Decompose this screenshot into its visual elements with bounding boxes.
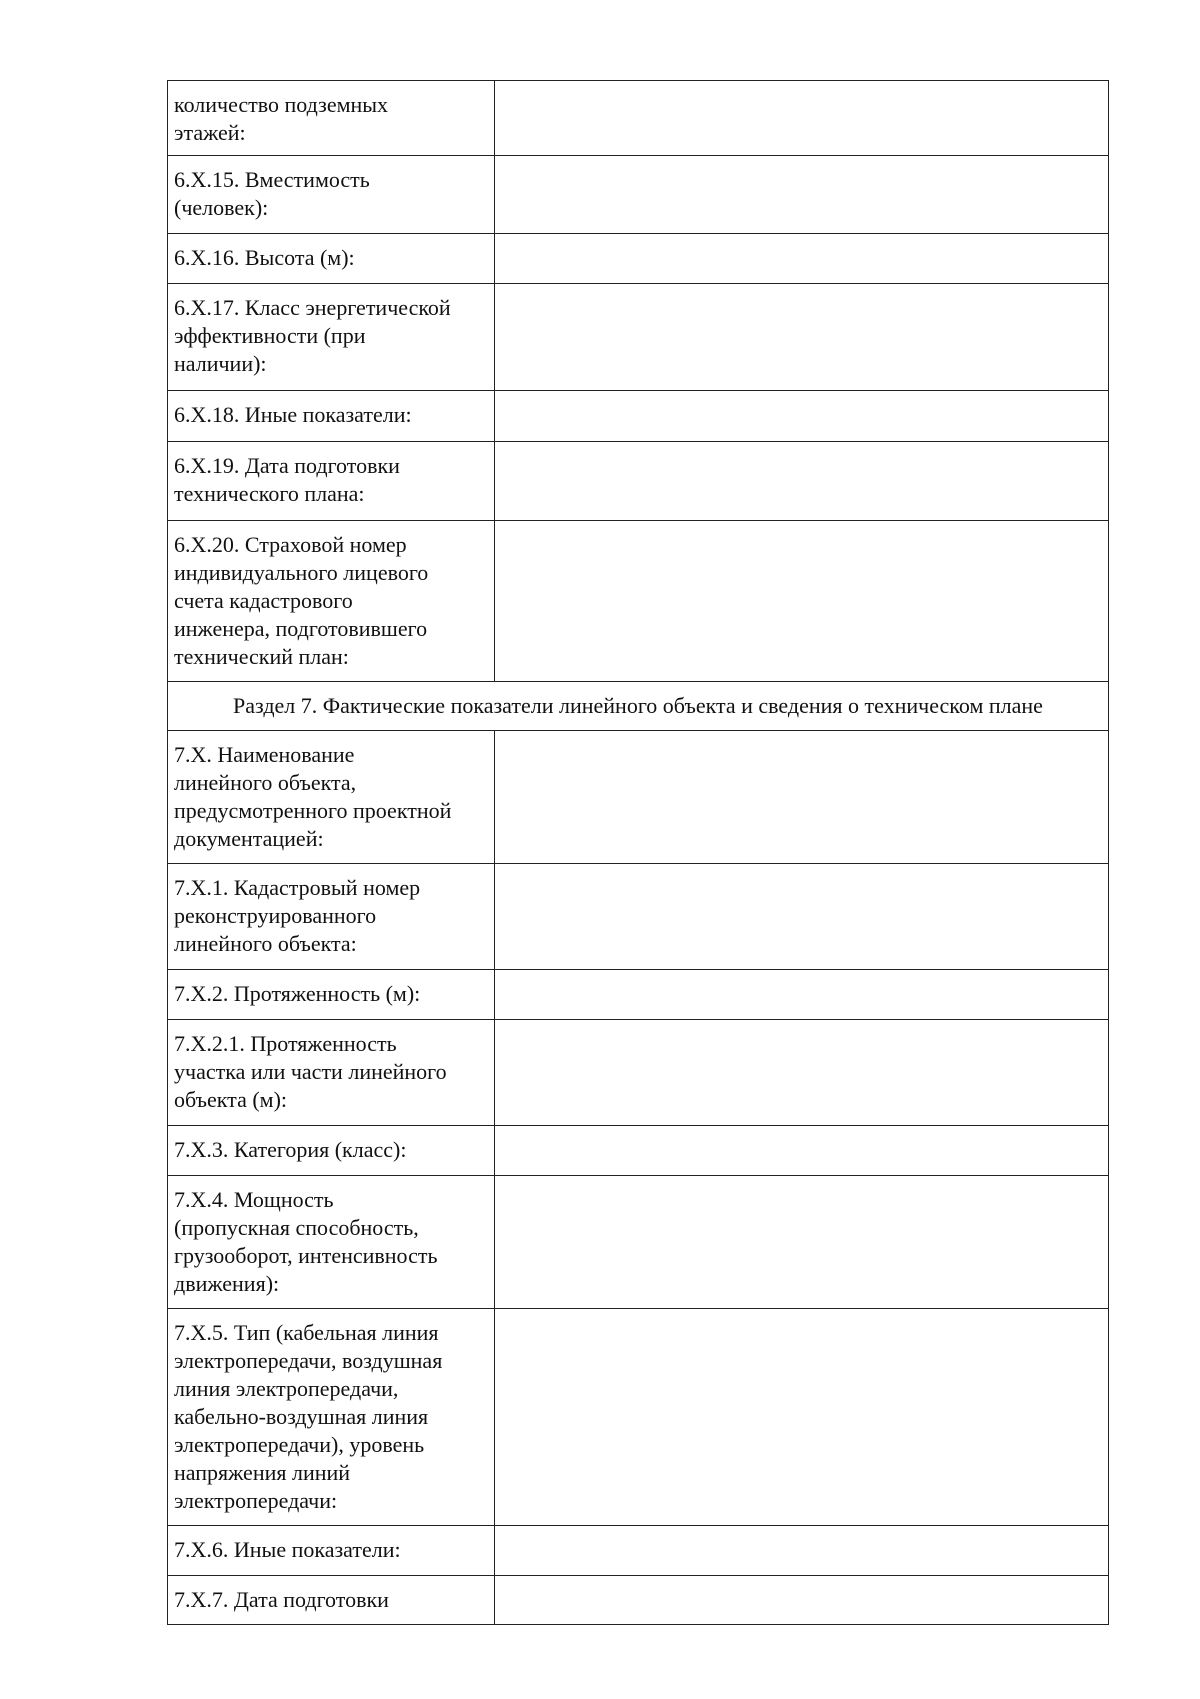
field-value-underground-floors[interactable]	[495, 81, 1109, 156]
field-label-underground-floors: количество подземных этажей:	[168, 81, 495, 156]
field-value-plan-date-7[interactable]	[495, 1576, 1109, 1625]
field-value-plan-date-6[interactable]	[495, 442, 1109, 521]
table-row	[168, 1176, 1109, 1309]
field-label-other-indicators-6: 6.Х.18. Иные показатели:	[168, 391, 495, 442]
table-row	[168, 234, 1109, 284]
field-label-category: 7.Х.3. Категория (класс):	[168, 1126, 495, 1176]
field-label-capacity: 6.Х.15. Вместимость (человек):	[168, 156, 495, 234]
field-value-other-indicators-6[interactable]	[495, 391, 1109, 442]
table-row	[168, 284, 1109, 391]
field-value-line-type[interactable]	[495, 1309, 1109, 1526]
table-row	[168, 1126, 1109, 1176]
field-value-linear-object-name[interactable]	[495, 731, 1109, 864]
table-row	[168, 156, 1109, 234]
field-label-cadastral-number: 7.Х.1. Кадастровый номер реконструированного линейного объекта:	[168, 864, 495, 970]
section-7-header: Раздел 7. Фактические показатели линейного объекта и сведения о техническом плане	[168, 682, 1109, 731]
field-label-power: 7.Х.4. Мощность (пропускная способность, грузооборот, интенсивность движения):	[168, 1176, 495, 1309]
field-label-insurance-number: 6.Х.20. Страховой номер индивидуального лицевого счета кадастрового инженера, подготовившего технический план:	[168, 521, 495, 682]
table-row	[168, 1526, 1109, 1576]
table-row	[168, 521, 1109, 682]
field-label-plan-date-7: 7.Х.7. Дата подготовки	[168, 1576, 495, 1625]
field-label-line-type: 7.Х.5. Тип (кабельная линия электропередачи, воздушная линия электропередачи, кабельно-воздушная линия электропередачи), уровень напряжения линий электропередачи:	[168, 1309, 495, 1526]
table-row	[168, 1309, 1109, 1526]
table-row	[168, 731, 1109, 864]
field-value-insurance-number[interactable]	[495, 521, 1109, 682]
table-row	[168, 864, 1109, 970]
field-label-linear-object-name: 7.Х. Наименование линейного объекта, предусмотренного проектной документацией:	[168, 731, 495, 864]
table-row	[168, 682, 1109, 731]
field-label-height: 6.Х.16. Высота (м):	[168, 234, 495, 284]
table-row	[168, 442, 1109, 521]
table-row	[168, 391, 1109, 442]
field-value-height[interactable]	[495, 234, 1109, 284]
field-value-other-indicators-7[interactable]	[495, 1526, 1109, 1576]
form-table	[167, 80, 1109, 1625]
table-row	[168, 1020, 1109, 1126]
field-value-length[interactable]	[495, 970, 1109, 1020]
field-value-cadastral-number[interactable]	[495, 864, 1109, 970]
field-value-energy-class[interactable]	[495, 284, 1109, 391]
table-row	[168, 1576, 1109, 1625]
field-label-other-indicators-7: 7.Х.6. Иные показатели:	[168, 1526, 495, 1576]
field-value-category[interactable]	[495, 1126, 1109, 1176]
field-value-power[interactable]	[495, 1176, 1109, 1309]
field-label-length: 7.Х.2. Протяженность (м):	[168, 970, 495, 1020]
field-value-capacity[interactable]	[495, 156, 1109, 234]
table-row	[168, 81, 1109, 156]
field-value-section-length[interactable]	[495, 1020, 1109, 1126]
field-label-energy-class: 6.Х.17. Класс энергетической эффективности (при наличии):	[168, 284, 495, 391]
field-label-plan-date-6: 6.Х.19. Дата подготовки технического плана:	[168, 442, 495, 521]
table-row	[168, 970, 1109, 1020]
field-label-section-length: 7.Х.2.1. Протяженность участка или части линейного объекта (м):	[168, 1020, 495, 1126]
